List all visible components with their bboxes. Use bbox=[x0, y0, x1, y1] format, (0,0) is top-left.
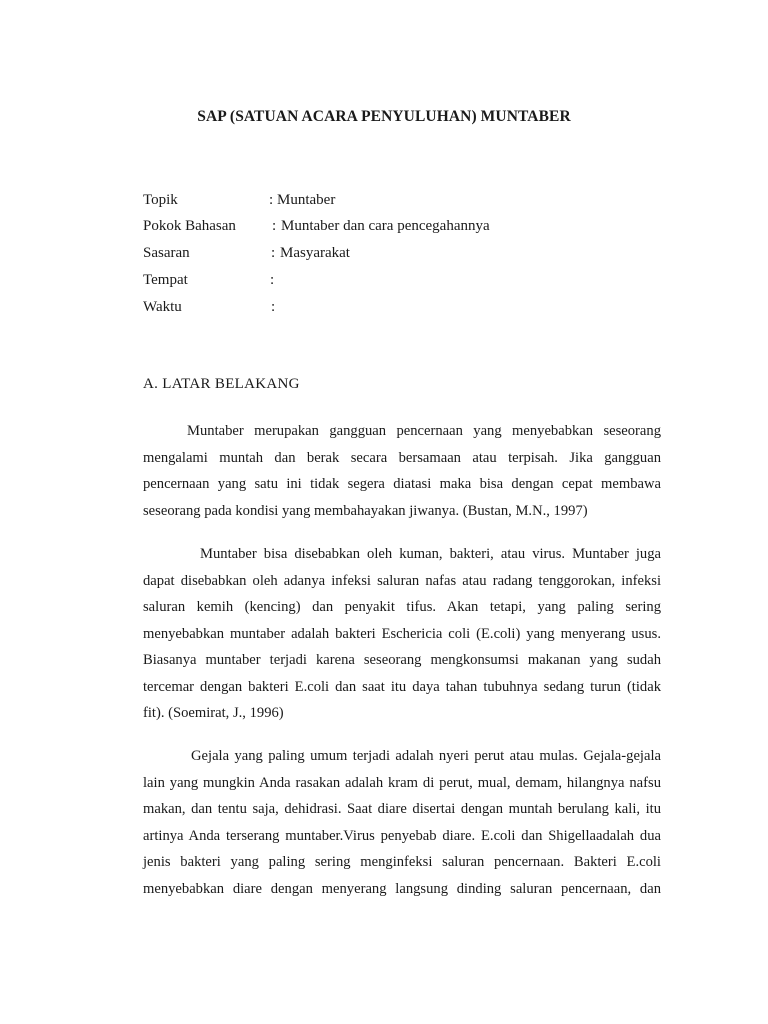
paragraph-line: lain yang mungkin Anda rasakan adalah kram di perut, mual, demam, hilangnya nafsu bbox=[143, 774, 661, 791]
meta-label: Waktu bbox=[143, 299, 182, 315]
paragraph-line: makan, dan tentu saja, dehidrasi. Saat diare disertai dengan muntah berulang kali, itu bbox=[143, 801, 661, 817]
meta-value: Muntaber dan cara pencegahannya bbox=[281, 218, 490, 234]
paragraph-1 bbox=[143, 418, 661, 524]
meta-value: Muntaber bbox=[277, 192, 336, 208]
meta-colon: : bbox=[269, 192, 274, 208]
paragraph-2 bbox=[143, 541, 661, 727]
paragraph-line: Muntaber merupakan gangguan pencernaan yang menyebabkan seseorang bbox=[187, 423, 661, 439]
paragraph-line: seseorang pada kondisi yang membahayakan jiwanya. (Bustan, M.N., 1997) bbox=[143, 502, 588, 519]
document-title: SAP (SATUAN ACARA PENYULUHAN) MUNTABER bbox=[197, 108, 571, 125]
meta-value: Masyarakat bbox=[280, 245, 350, 261]
meta-colon: : bbox=[270, 272, 275, 288]
meta-colon: : bbox=[271, 299, 276, 315]
meta-label: Tempat bbox=[143, 272, 188, 288]
meta-colon: : bbox=[272, 218, 277, 234]
paragraph-line: jenis bakteri yang paling sering menginfeksi saluran pencernaan. Bakteri E.coli bbox=[143, 854, 661, 870]
meta-label: Sasaran bbox=[143, 245, 190, 261]
paragraph-line: menyebabkan muntaber adalah bakteri Eschericia coli (E.coli) yang menyerang usus. bbox=[143, 625, 661, 642]
paragraph-line: Biasanya muntaber terjadi karena seseorang mengkonsumsi makanan yang sudah bbox=[143, 652, 661, 668]
paragraph-line: artinya Anda terserang muntaber.Virus penyebab diare. E.coli dan Shigellaadalah dua bbox=[143, 827, 661, 844]
paragraph-line: dapat disebabkan oleh adanya infeksi saluran nafas atau radang tenggorokan, infeksi bbox=[143, 572, 661, 589]
paragraph-line: mengalami muntah dan berak secara bersamaan atau terpisah. Jika gangguan bbox=[143, 449, 661, 466]
paragraph-line: fit). (Soemirat, J., 1996) bbox=[143, 705, 284, 721]
paragraph-line: Gejala yang paling umum terjadi adalah nyeri perut atau mulas. Gejala-gejala bbox=[191, 748, 661, 764]
paragraph-line: pencernaan yang satu ini tidak segera diatasi maka bisa dengan cepat membawa bbox=[143, 476, 661, 492]
meta-colon: : bbox=[271, 245, 276, 261]
meta-label: Pokok Bahasan bbox=[143, 218, 236, 234]
section-heading-latar-belakang: A. LATAR BELAKANG bbox=[143, 376, 300, 392]
paragraph-line: tercemar dengan bakteri E.coli dan saat itu daya tahan tubuhnya sedang turun (tidak bbox=[143, 678, 661, 695]
paragraph-line: saluran kemih (kencing) dan penyakit tifus. Akan tetapi, yang paling sering bbox=[143, 599, 661, 615]
meta-label: Topik bbox=[143, 192, 178, 208]
paragraph-3 bbox=[143, 743, 661, 902]
paragraph-line: menyebabkan diare dengan menyerang langsung dinding saluran pencernaan, dan bbox=[143, 880, 661, 897]
paragraph-line: Muntaber bisa disebabkan oleh kuman, bakteri, atau virus. Muntaber juga bbox=[200, 546, 661, 562]
